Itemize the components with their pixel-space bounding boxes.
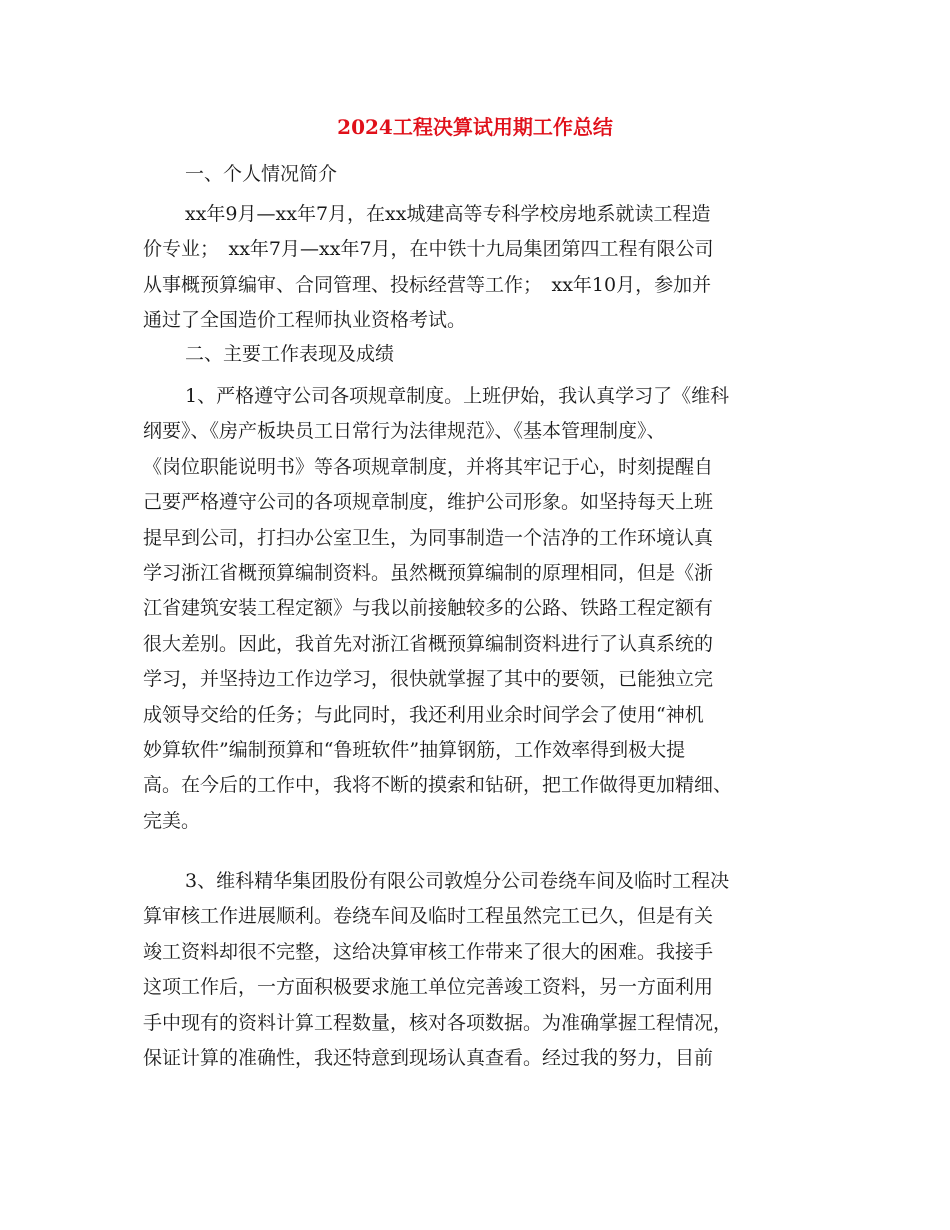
text-line: 手中现有的资料计算工程数量，核对各项数据。为准确掌握工程情况， xyxy=(143,1011,733,1034)
text-line: 妙算软件”编制预算和“鲁班软件”抽算钢筋，工作效率得到极大提 xyxy=(143,738,686,761)
item1-paragraph xyxy=(143,379,808,839)
text-line: 学习，并坚持边工作边学习，很快就掌握了其中的要领，已能独立完 xyxy=(143,668,714,691)
document-title: 2024工程决算试用期工作总结 xyxy=(337,115,613,139)
text-line: 《岗位职能说明书》等各项规章制度，并将其牢记于心，时刻提醒自 xyxy=(143,455,714,478)
text-line: 提早到公司，打扫办公室卫生，为同事制造一个洁净的工作环境认真 xyxy=(143,526,714,549)
section1-heading: 一、个人情况简介 xyxy=(185,163,338,185)
text-line: 竣工资料却很不完整，这给决算审核工作带来了很大的困难。我接手 xyxy=(143,940,714,963)
text-line: 江省建筑安装工程定额》与我以前接触较多的公路、铁路工程定额有 xyxy=(143,597,714,620)
text-line: xx年9月—xx年7月，在xx城建高等专科学校房地系就读工程造 xyxy=(185,203,711,225)
text-line: 算审核工作进展顺利。卷绕车间及临时工程虽然完工已久，但是有关 xyxy=(143,905,714,928)
item3-paragraph xyxy=(143,864,808,1076)
text-line: 高。在今后的工作中，我将不断的摸索和钻研，把工作做得更加精细、 xyxy=(143,774,733,797)
text-line: 3、维科精华集团股份有限公司敦煌分公司卷绕车间及临时工程决 xyxy=(185,870,730,892)
text-line: 这项工作后，一方面积极要求施工单位完善竣工资料，另一方面利用 xyxy=(143,976,714,999)
text-line: 己要严格遵守公司的各项规章制度，维护公司形象。如坚持每天上班 xyxy=(143,491,714,514)
text-line: 通过了全国造价工程师执业资格考试。 xyxy=(143,309,467,332)
section2-heading: 二、主要工作表现及成绩 xyxy=(185,343,395,365)
text-line: 学习浙江省概预算编制资料。虽然概预算编制的原理相同，但是《浙 xyxy=(143,561,714,584)
section1-paragraph xyxy=(143,197,808,339)
text-line: 1、严格遵守公司各项规章制度。上班伊始，我认真学习了《维科 xyxy=(185,385,730,407)
text-line: 纲要》、《房产板块员工日常行为法律规范》、《基本管理制度》、 xyxy=(143,420,666,443)
text-line: 从事概预算编审、合同管理、投标经营等工作； xx年10月，参加并 xyxy=(143,273,712,296)
text-line: 完美。 xyxy=(143,809,201,832)
text-line: 价专业； xx年7月—xx年7月，在中铁十九局集团第四工程有限公司 xyxy=(143,238,714,261)
text-line: 成领导交给的任务；与此同时，我还利用业余时间学会了使用“神机 xyxy=(143,703,704,726)
text-line: 保证计算的准确性，我还特意到现场认真查看。经过我的努力，目前 xyxy=(143,1046,714,1069)
text-line: 很大差别。因此，我首先对浙江省概预算编制资料进行了认真系统的 xyxy=(143,632,714,655)
